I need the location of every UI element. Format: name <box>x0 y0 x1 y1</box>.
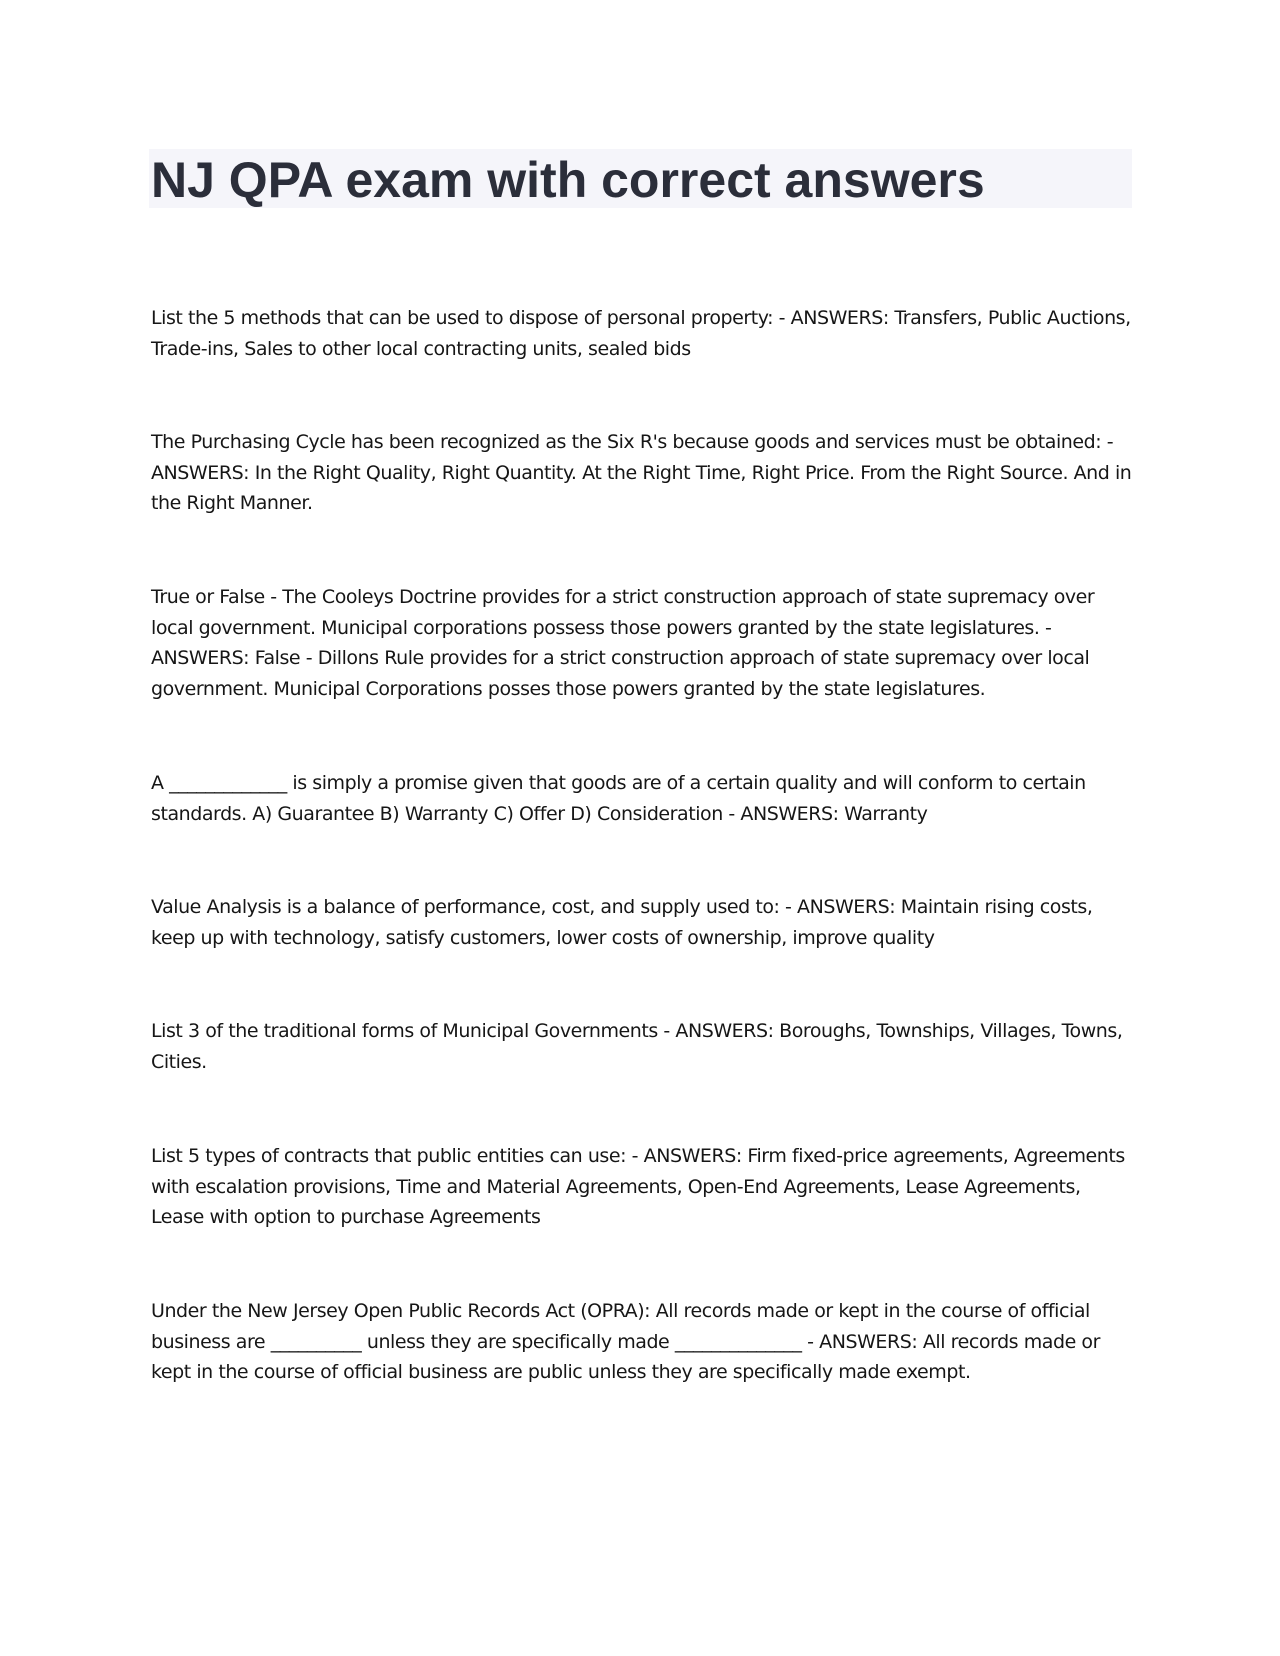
qa-item-4: A _____________ is simply a promise given that goods are of a certain quality and will conform to certain standards. A) Guarantee B) Warranty C) Offer D) Consideration - ANSWERS: Warranty <box>151 772 1086 825</box>
qa-item-8: Under the New Jersey Open Public Records Act (OPRA): All records made or kept in the course of official business are __________ unless they are specifically made ______________ - ANSWERS: All records made or kept in the course of official business are public unless they are specifically made exempt. <box>151 1300 1100 1383</box>
qa-item-3: True or False - The Cooleys Doctrine provides for a strict construction approach of state supremacy over local government. Municipal corporations possess those powers granted by the state legislatures. - ANSWERS: False - Dillons Rule provides for a strict construction approach of state supremacy over local government. Municipal Corporations posses those powers granted by the state legislatures. <box>151 586 1095 700</box>
qa-item-2: The Purchasing Cycle has been recognized as the Six R's because goods and services must be obtained: - ANSWERS: In the Right Quality, Right Quantity. At the Right Time, Right Price. From the Right Source. And in the Right Manner. <box>151 431 1132 514</box>
qa-item-6: List 3 of the traditional forms of Municipal Governments - ANSWERS: Boroughs, Townships, Villages, Towns, Cities. <box>151 1020 1123 1073</box>
qa-item-1: List the 5 methods that can be used to dispose of personal property: - ANSWERS: Transfers, Public Auctions, Trade-ins, Sales to other local contracting units, sealed bids <box>151 307 1131 360</box>
qa-item-7: List 5 types of contracts that public entities can use: - ANSWERS: Firm fixed-price agreements, Agreements with escalation provisions, Time and Material Agreements, Open-End Agreements, Lease Agreements, Lease with option to purchase Agreements <box>151 1145 1125 1228</box>
document-title: NJ QPA exam with correct answers <box>151 152 985 208</box>
qa-item-5: Value Analysis is a balance of performance, cost, and supply used to: - ANSWERS: Maintain rising costs, keep up with technology, satisfy customers, lower costs of ownership, improve quality <box>151 896 1093 949</box>
